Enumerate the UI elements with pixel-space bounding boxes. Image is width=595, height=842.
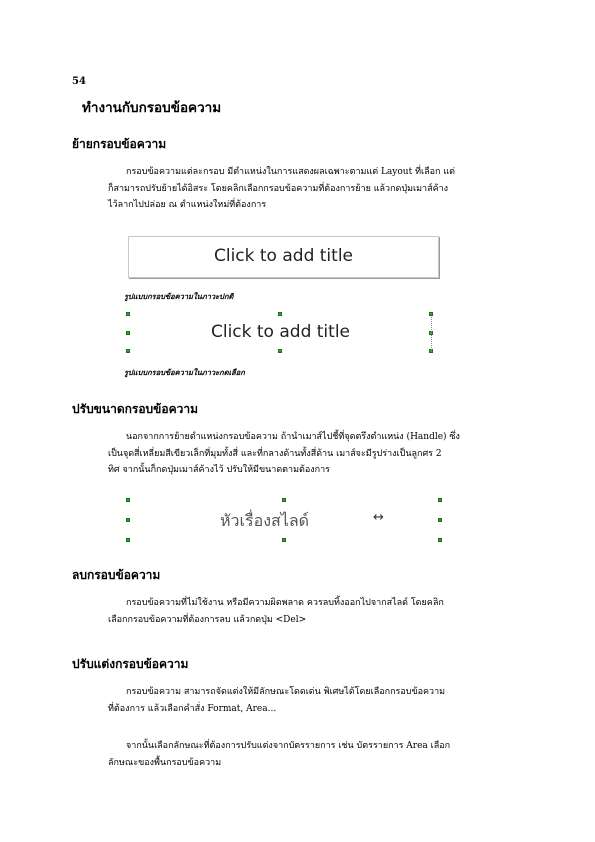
text-line: เป็นจุดสี่เหลี่ยมสีเขียวเล็กที่มุมทั้งสี่ และที่กลางด้านทั้งสี่ด้าน เมาส์จะมีรูปร่างเป็นลูกศร 2 (108, 448, 442, 459)
resize-handle[interactable] (282, 538, 286, 542)
caption-normal: รูปแบบกรอบข้อความในภาวะปกติ (124, 292, 234, 301)
text-line: ทิศ จากนั้นก็กดปุ่มเมาส์ค้างไว้ ปรับให้มีขนาดตามต้องการ (108, 465, 330, 475)
resize-handle[interactable] (126, 538, 130, 542)
resize-handle[interactable] (282, 498, 286, 502)
placeholder-title-text: Click to add title (210, 322, 351, 342)
heading-resize-textbox: ปรับขนาดกรอบข้อความ (72, 402, 198, 416)
text-line: จากนั้นเลือกลักษณะที่ต้องการปรับแต่งจากบัตรรายการ เช่น บัตรรายการ Area เลือก (126, 741, 451, 751)
resize-handle[interactable] (278, 312, 282, 316)
heading-move-textbox: ย้ายกรอบข้อความ (72, 137, 167, 151)
text-line: กรอบข้อความแต่ละกรอบ มีตำแหน่งในการแสดงผลเฉพาะตามแต่ Layout ที่เลือก แต่ (126, 167, 455, 177)
slide-title-text: หัวเรื่องสไลด์ (219, 511, 310, 530)
text-line: กรอบข้อความ สามารถจัดแต่งให้มีลักษณะโดดเด่น พิเศษได้โดยเลือกกรอบข้อความ (126, 687, 446, 697)
paragraph-move (108, 164, 493, 214)
page-number: 54 (72, 76, 86, 87)
resize-handle[interactable] (438, 538, 442, 542)
paragraph-decorate-2 (108, 738, 493, 771)
paragraph-decorate (108, 684, 493, 717)
resize-handle[interactable] (429, 312, 433, 316)
page-title: ทำงานกับกรอบข้อความ (82, 100, 222, 116)
paragraph-delete (108, 595, 493, 628)
textbox-resize-example (128, 500, 441, 541)
resize-handle[interactable] (126, 312, 130, 316)
resize-handle[interactable] (126, 498, 130, 502)
placeholder-title-text: Click to add title (213, 246, 354, 266)
text-line: ลักษณะของพื้นกรอบข้อความ (108, 757, 222, 768)
resize-handle[interactable] (438, 498, 442, 502)
resize-arrow-icon: ↔ (373, 510, 384, 525)
paragraph-resize (108, 429, 493, 479)
caption-selected: รูปแบบกรอบข้อความในภาวะกดเลือก (124, 368, 245, 377)
text-line: นอกจากการย้ายตำแหน่งกรอบข้อความ ถ้านำเมาส์ไปชี้ที่จุดตรึงตำแหน่ง (Handle) ซึ่ง (126, 432, 460, 442)
heading-decorate-textbox: ปรับแต่งกรอบข้อความ (72, 657, 189, 671)
text-line: ที่ต้องการ แล้วเลือกคำสั่ง Format, Area... (108, 703, 277, 714)
text-line: ก็สามารถปรับย้ายได้อิสระ โดยคลิกเลือกกรอบข้อความที่ต้องการย้าย แล้วกดปุ่มเมาส์ค้าง (108, 183, 449, 194)
heading-delete-textbox: ลบกรอบข้อความ (72, 568, 161, 582)
text-line: กรอบข้อความที่ไม่ใช้งาน หรือมีความผิดพลาด ควรลบทิ้งออกไปจากสไลด์ โดยคลิก (126, 598, 444, 608)
resize-handle[interactable] (278, 349, 282, 353)
text-line: ไว้ลากไปปล่อย ณ ตำแหน่งใหม่ที่ต้องการ (108, 200, 267, 210)
resize-handle[interactable] (126, 349, 130, 353)
textbox-normal-example (128, 236, 439, 278)
textbox-selected-example (128, 314, 433, 353)
text-line: เลือกกรอบข้อความที่ต้องการลบ แล้วกดปุ่ม <Del> (108, 614, 307, 625)
